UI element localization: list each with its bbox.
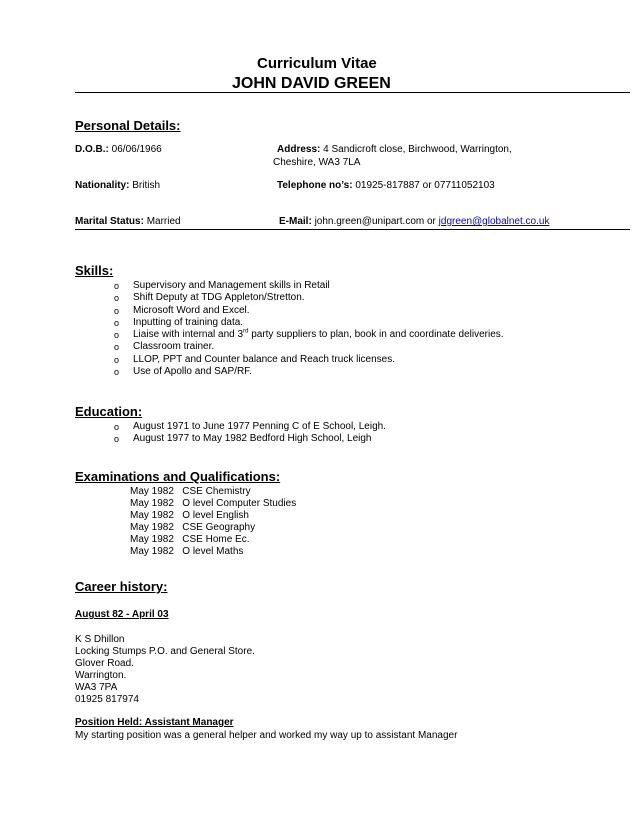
email-label: E-Mail: [279,216,312,227]
career-heading: Career history: [75,579,168,594]
bullet-marker: o [114,330,120,341]
list-item: May 1982 CSE Chemistry [130,486,251,497]
employer-line: 01925 817974 [75,694,139,706]
bullet-marker: o [114,281,120,291]
exams-list [130,486,296,558]
bullet-marker: o [114,354,120,365]
list-item: May 1982 CSE Geography [130,522,256,533]
personal-rule [75,229,630,230]
bullet-marker: o [114,422,120,432]
marital-value: Married [146,216,181,227]
employer-address [75,634,255,707]
address-line-1: 4 Sandicroft close, Birchwood, Warrington, [323,144,512,155]
list-item: o Shift Deputy at TDG Appleton/Stretton. [114,292,305,304]
list-item: May 1982 CSE Home Ec. [130,534,250,545]
address-row [277,144,512,156]
position-held: Position Held: Assistant Manager [75,717,234,728]
marital-label: Marital Status: [75,216,144,227]
bullet-marker: o [114,317,120,328]
nationality-value: British [132,180,161,191]
employer-line: Warrington. [75,670,127,682]
skills-list [114,280,504,378]
dob-row [75,144,162,156]
dob-label: D.O.B.: [75,144,109,155]
list-item: May 1982 O level Computer Studies [130,498,297,509]
career-period: August 82 - April 03 [75,609,169,620]
address-label: Address: [277,144,321,155]
telephone-label: Telephone no’s: [277,180,353,191]
telephone-value: 01925-817887 or 07711052103 [355,180,495,191]
bullet-marker: o [114,305,120,316]
list-item: May 1982 O level Maths [130,546,244,557]
skills-heading: Skills: [75,263,114,278]
education-heading: Education: [75,404,143,419]
list-item: o August 1977 to May 1982 Bedford High School, Leigh [114,433,372,445]
dob-value: 06/06/1966 [111,144,162,155]
nationality-label: Nationality: [75,180,130,191]
email-link[interactable]: jdgreen@globalnet.co.uk [438,216,550,227]
list-item: o Inputting of training data. [114,316,244,328]
bullet-marker: o [114,367,120,378]
employer-line: WA3 7PA [75,682,118,694]
position-description: My starting position was a general helper and worked my way up to assistant Manager [75,730,458,741]
marital-row [75,216,181,228]
candidate-name: JOHN DAVID GREEN [232,75,391,92]
bullet-marker: o [114,293,120,304]
list-item: o August 1971 to June 1977 Penning C of E School, Leigh. [114,421,386,432]
email-value: john.green@unipart.com or [314,216,436,227]
bullet-marker: o [114,434,120,445]
telephone-row [277,180,495,192]
exams-heading: Examinations and Qualifications: [75,469,281,484]
list-item: o Classroom trainer. [114,341,215,353]
bullet-marker: o [114,342,120,353]
employer-line: K S Dhillon [75,634,125,645]
superscript-rd: rd [243,328,249,335]
document-title: Curriculum Vitae [257,55,377,72]
list-item: o Use of Apollo and SAP/RF. [114,366,252,378]
list-item: o Supervisory and Management skills in Retail [114,280,330,291]
nationality-row [75,180,160,192]
education-list [114,421,386,446]
list-item: May 1982 O level English [130,510,249,521]
address-line-2: Cheshire, WA3 7LA [273,157,361,168]
list-item: o Microsoft Word and Excel. [114,304,250,316]
employer-line: Locking Stumps P.O. and General Store. [75,646,255,658]
list-item: o Liaise with internal and 3rd party suppliers to plan, book in and coordinate deliveries. [114,328,504,341]
header-rule [75,92,630,93]
list-item: o LLOP, PPT and Counter balance and Reach truck licenses. [114,353,396,365]
email-row [279,216,549,228]
personal-details-heading: Personal Details: [75,118,181,133]
employer-line: Glover Road. [75,658,134,670]
